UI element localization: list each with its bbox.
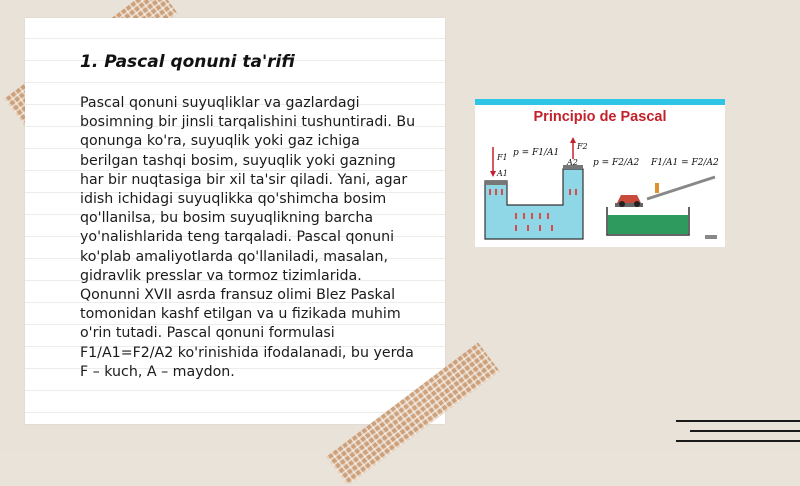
label-a2: A2 bbox=[567, 158, 578, 167]
equation-pressure-2: p = F2/A2 bbox=[593, 158, 640, 168]
hydraulic-diagram bbox=[475, 129, 725, 247]
section-body: Pascal qonuni suyuqliklar va gazlardagi bosimning bir jinsli tarqalishini tushuntiradi. Bu qonunga ko'ra, suyuqlik yoki gaz ichiga berilgan tashqi bosim, suyuqlik yoki gazning har bir nuqtasiga bir xil ta'sir qiladi. Yani, agar idish ichidagi suyuqlikka qo'shimcha bosim qo'llanilsa, bu bosim suyuqlikning barcha yo'nalishlarida teng tarqaladi. Pascal qonuni ko'plab amaliyotlarda qo'llaniladi, masalan, gidravlik presslar va tormoz tizimlarida. Qonunni XVII asrda fransuz olimi Blez Paskal tomonidan kashf etilgan va u fizikada muhim o'rin tutadi. Pascal qonuni formulasi F1/A1=F2/A2 ko'rinishida ifodalanadi, bu yerda F – kuch, A – maydon. bbox=[80, 95, 416, 380]
label-a1: A1 bbox=[497, 169, 508, 178]
paper-rule-line bbox=[25, 82, 445, 83]
decorative-lines bbox=[676, 420, 800, 444]
pascal-principle-figure bbox=[475, 99, 725, 247]
label-f2: F2 bbox=[577, 142, 588, 151]
label-f1: F1 bbox=[497, 153, 508, 162]
section-title: 1. Pascal qonuni ta'rifi bbox=[80, 52, 295, 72]
figure-title: Principio de Pascal bbox=[533, 109, 667, 125]
car-lift-diagram bbox=[607, 177, 717, 239]
paper-rule-line bbox=[25, 412, 445, 413]
equation-pressure-1: p = F1/A1 bbox=[513, 148, 560, 158]
paper-rule-line bbox=[25, 38, 445, 39]
equation-equality: F1/A1 = F2/A2 bbox=[651, 158, 719, 168]
paper-rule-line bbox=[25, 390, 445, 391]
